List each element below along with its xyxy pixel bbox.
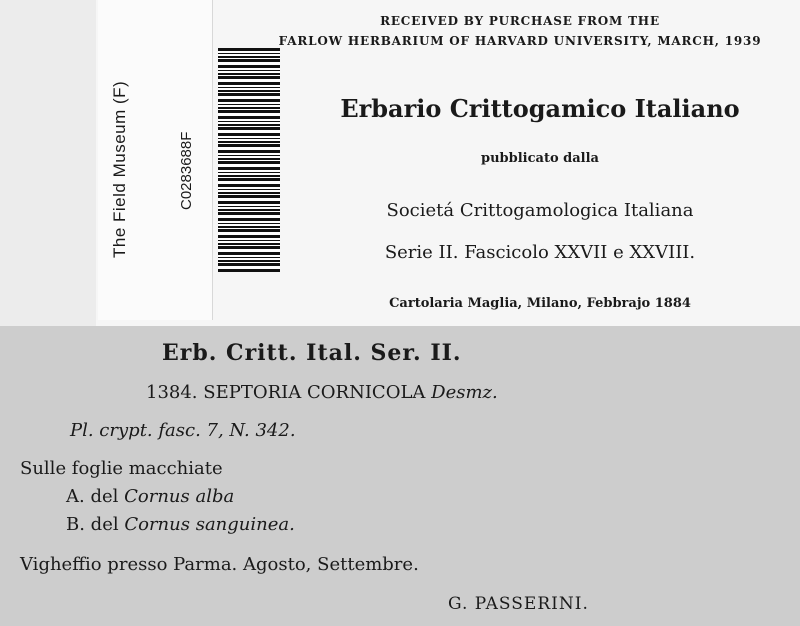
acquisition-line-1: RECEIVED BY PURCHASE FROM THE [380, 14, 660, 28]
locality-line: Vigheffio presso Parma. Agosto, Settembre. [20, 554, 419, 575]
habitat-line: Sulle foglie macchiate [20, 458, 223, 479]
host-a-name: Cornus alba [124, 486, 235, 507]
series-subtitle: pubblicato dalla [481, 151, 599, 166]
reference-line: Pl. crypt. fasc. 7, N. 342. [70, 420, 296, 441]
sheet-margin [0, 0, 96, 326]
species-authority: Desmz. [431, 382, 498, 403]
specimen-number: 1384. [146, 382, 198, 403]
host-b-name: Cornus sanguinea. [124, 514, 295, 535]
society-name: Societá Crittogamologica Italiana [386, 200, 694, 221]
collector-name: G. PASSERINI. [448, 594, 589, 614]
barcode-tag [98, 0, 213, 320]
species-line [146, 382, 498, 403]
host-b-line [66, 514, 295, 535]
acquisition-line-2: FARLOW HERBARIUM OF HARVARD UNIVERSITY, MARCH, 1939 [278, 34, 762, 48]
collection-heading: Erb. Critt. Ital. Ser. II. [162, 340, 462, 366]
catalog-number: C0283688F [178, 131, 195, 210]
species-name: SEPTORIA CORNICOLA [203, 382, 426, 403]
series-fascicle: Serie II. Fascicolo XXVII e XXVIII. [384, 242, 696, 263]
specimen-label [0, 326, 800, 626]
host-b-prefix: B. del [66, 514, 119, 535]
printer-imprint: Cartolaria Maglia, Milano, Febbrajo 1884 [389, 296, 691, 311]
host-a-line [66, 486, 234, 507]
host-a-prefix: A. del [66, 486, 119, 507]
museum-name: The Field Museum (F) [110, 80, 129, 258]
series-title: Erbario Crittogamico Italiano [340, 94, 740, 123]
